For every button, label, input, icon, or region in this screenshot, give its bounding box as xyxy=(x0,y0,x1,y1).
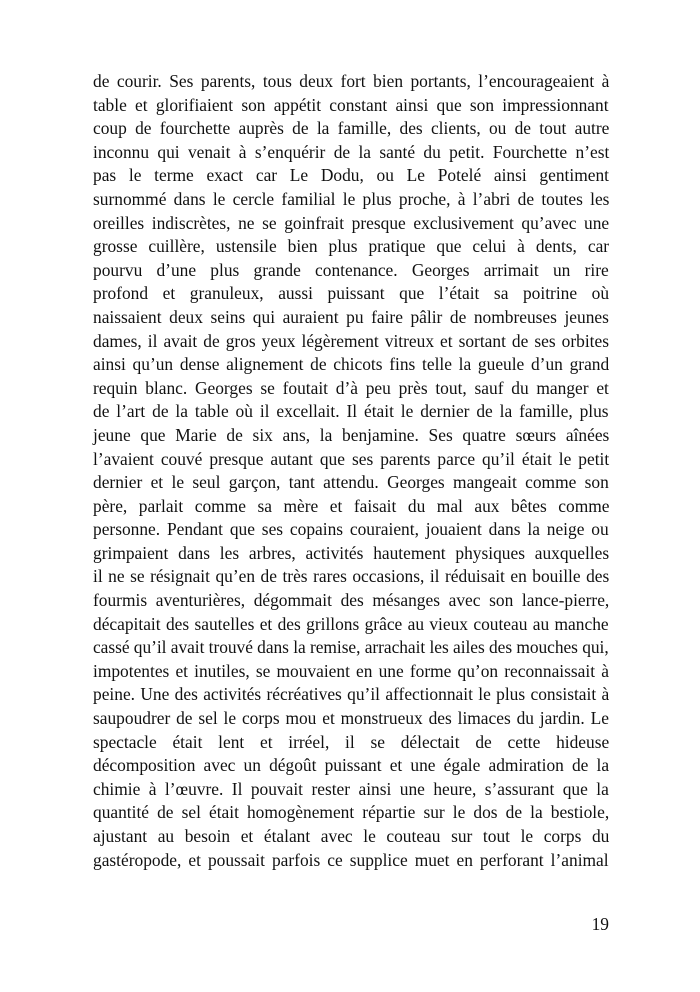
text-line: spectacle était lent et irréel, il se délectait de cette hideuse xyxy=(93,731,610,752)
text-line: saupoudrer de sel le corps mou et monstrueux des limaces du jardin. Le xyxy=(93,708,609,729)
text-line: décapitait des sautelles et des grillons grâce au vieux couteau au manche xyxy=(93,613,609,634)
text-line: peine. Une des activités récréatives qu’il affectionnait le plus consistait à xyxy=(93,684,610,705)
text-line: fourmis aventurières, dégommait des mésanges avec son lance-pierre, xyxy=(93,590,610,611)
text-line: l’avaient couvé presque autant que ses parents parce qu’il était le petit xyxy=(93,448,610,469)
text-line: surnommé dans le cercle familial le plus proche, à l’abri de toutes les xyxy=(93,188,610,209)
text-line: oreilles indiscrètes, ne se goinfrait presque exclusivement qu’avec une xyxy=(93,212,610,233)
text-line: ajustant au besoin et étalant avec le couteau sur tout le corps du xyxy=(93,826,610,846)
text-line: inconnu qui venait à s’enquérir de la santé du petit. Fourchette n’est xyxy=(93,141,610,162)
text-line: chimie à l’œuvre. Il pouvait rester ainsi une heure, s’assurant que la xyxy=(93,778,609,799)
text-line: dernier et le seul garçon, tant attendu. Georges mangeait comme son xyxy=(93,472,609,493)
text-line: profond et granuleux, aussi puissant que l’était sa poitrine où xyxy=(93,283,610,304)
text-line: ainsi qu’un dense alignement de chicots fins telle la gueule d’un grand xyxy=(93,354,610,375)
page-number: 19 xyxy=(591,914,609,934)
text-line: table et glorifiaient son appétit constant ainsi que son impressionnant xyxy=(93,94,609,115)
text-line: requin blanc. Georges se foutait d’à peu près tout, sauf du manger et xyxy=(93,377,609,398)
text-line: père, parlait comme sa mère et faisait du mal aux bêtes comme xyxy=(93,495,610,516)
text-line: jeune que Marie de six ans, la benjamine. Ses quatre sœurs aînées xyxy=(93,424,610,445)
text-line: de l’art de la table où il excellait. Il était le dernier de la famille, plus xyxy=(93,401,609,422)
text-line: personne. Pendant que ses copains couraient, jouaient dans la neige ou xyxy=(93,519,609,540)
text-line: de courir. Ses parents, tous deux fort bien portants, l’encourageaient à xyxy=(93,71,610,91)
text-line: gastéropode, et poussait parfois ce supplice muet en perforant l’animal xyxy=(93,849,609,870)
text-line: décomposition avec un dégoût puissant et une égale admiration de la xyxy=(93,755,610,776)
text-line: coup de fourchette auprès de la famille, des clients, ou de tout autre xyxy=(93,118,610,139)
text-line: dames, il avait de gros yeux légèrement vitreux et sortant de ses orbites xyxy=(93,330,609,351)
body-text xyxy=(93,70,609,872)
text-line: naissaient deux seins qui auraient pu faire pâlir de nombreuses jeunes xyxy=(93,306,609,327)
text-line: il ne se résignait qu’en de très rares occasions, il réduisait en bouille des xyxy=(93,566,610,587)
text-line: pas le terme exact car Le Dodu, ou Le Potelé ainsi gentiment xyxy=(93,165,609,186)
text-line: grosse cuillère, ustensile bien plus pratique que celui à dents, car xyxy=(93,236,610,257)
text-line: cassé qu’il avait trouvé dans la remise, arrachait les ailes des mouches qui, xyxy=(93,637,609,658)
text-line: impotentes et inutiles, se mouvaient en une forme qu’on reconnaissait à xyxy=(93,660,609,681)
text-line: quantité de sel était homogènement répartie sur le dos de la bestiole, xyxy=(93,802,610,823)
text-line: pourvu d’une plus grande contenance. Georges arrimait un rire xyxy=(93,259,609,280)
text-line: grimpaient dans les arbres, activités hautement physiques auxquelles xyxy=(93,542,610,563)
